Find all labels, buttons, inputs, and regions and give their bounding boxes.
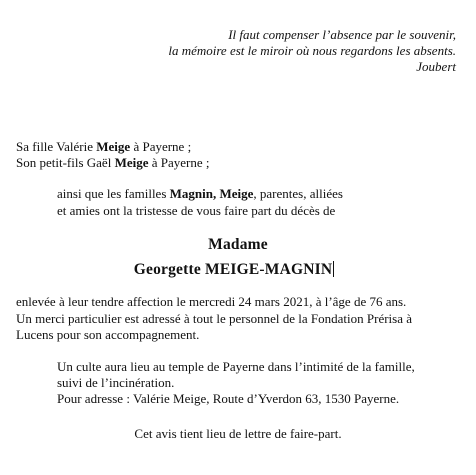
- announcement-line-2: et amies ont la tristesse de vous faire part du décès de: [57, 203, 336, 218]
- family-line-1-text-c: à Payerne ;: [130, 139, 192, 154]
- announcement-text-a: ainsi que les familles: [57, 186, 170, 201]
- family-line-1-surname: Meige: [96, 139, 131, 154]
- announcement-families: Magnin, Meige: [169, 186, 254, 201]
- service-line-1: Un culte aura lieu au temple de Payerne dans l’intimité de la famille,: [57, 359, 415, 374]
- service-line-2: suivi de l’incinération.: [57, 375, 175, 390]
- details-line-1: enlevée à leur tendre affection le mercredi 24 mars 2021, à l’âge de 76 ans.: [16, 294, 407, 309]
- details-line-3: Lucens pour son accompagnement.: [16, 327, 200, 342]
- family-line-2-surname: Meige: [114, 155, 149, 170]
- family-line-2-text-a: Son petit-fils Gaël: [16, 155, 115, 170]
- announcement-line-1: [57, 186, 343, 201]
- quote-line-2: la mémoire est le miroir où nous regardons les absents.: [168, 43, 456, 58]
- deceased-title: Madame: [208, 236, 268, 253]
- family-line-grandson: [16, 155, 210, 170]
- closing-note: Cet avis tient lieu de lettre de faire-part.: [134, 426, 342, 441]
- announcement-text-c: , parentes, alliées: [253, 186, 343, 201]
- details-line-2: Un merci particulier est adressé à tout le personnel de la Fondation Prérisa à: [16, 311, 413, 326]
- family-line-1-text-a: Sa fille Valérie: [16, 139, 97, 154]
- deceased-name: Georgette MEIGE-MAGNIN: [133, 261, 333, 278]
- service-line-3: Pour adresse : Valérie Meige, Route d’Yverdon 63, 1530 Payerne.: [57, 391, 400, 406]
- quote-line-1: Il faut compenser l’absence par le souvenir,: [228, 27, 456, 42]
- family-line-2-text-c: à Payerne ;: [148, 155, 210, 170]
- family-line-daughter: [16, 139, 191, 154]
- text-cursor: [333, 261, 334, 277]
- quote-author: Joubert: [416, 59, 456, 74]
- deceased-name-wrap: [0, 261, 472, 277]
